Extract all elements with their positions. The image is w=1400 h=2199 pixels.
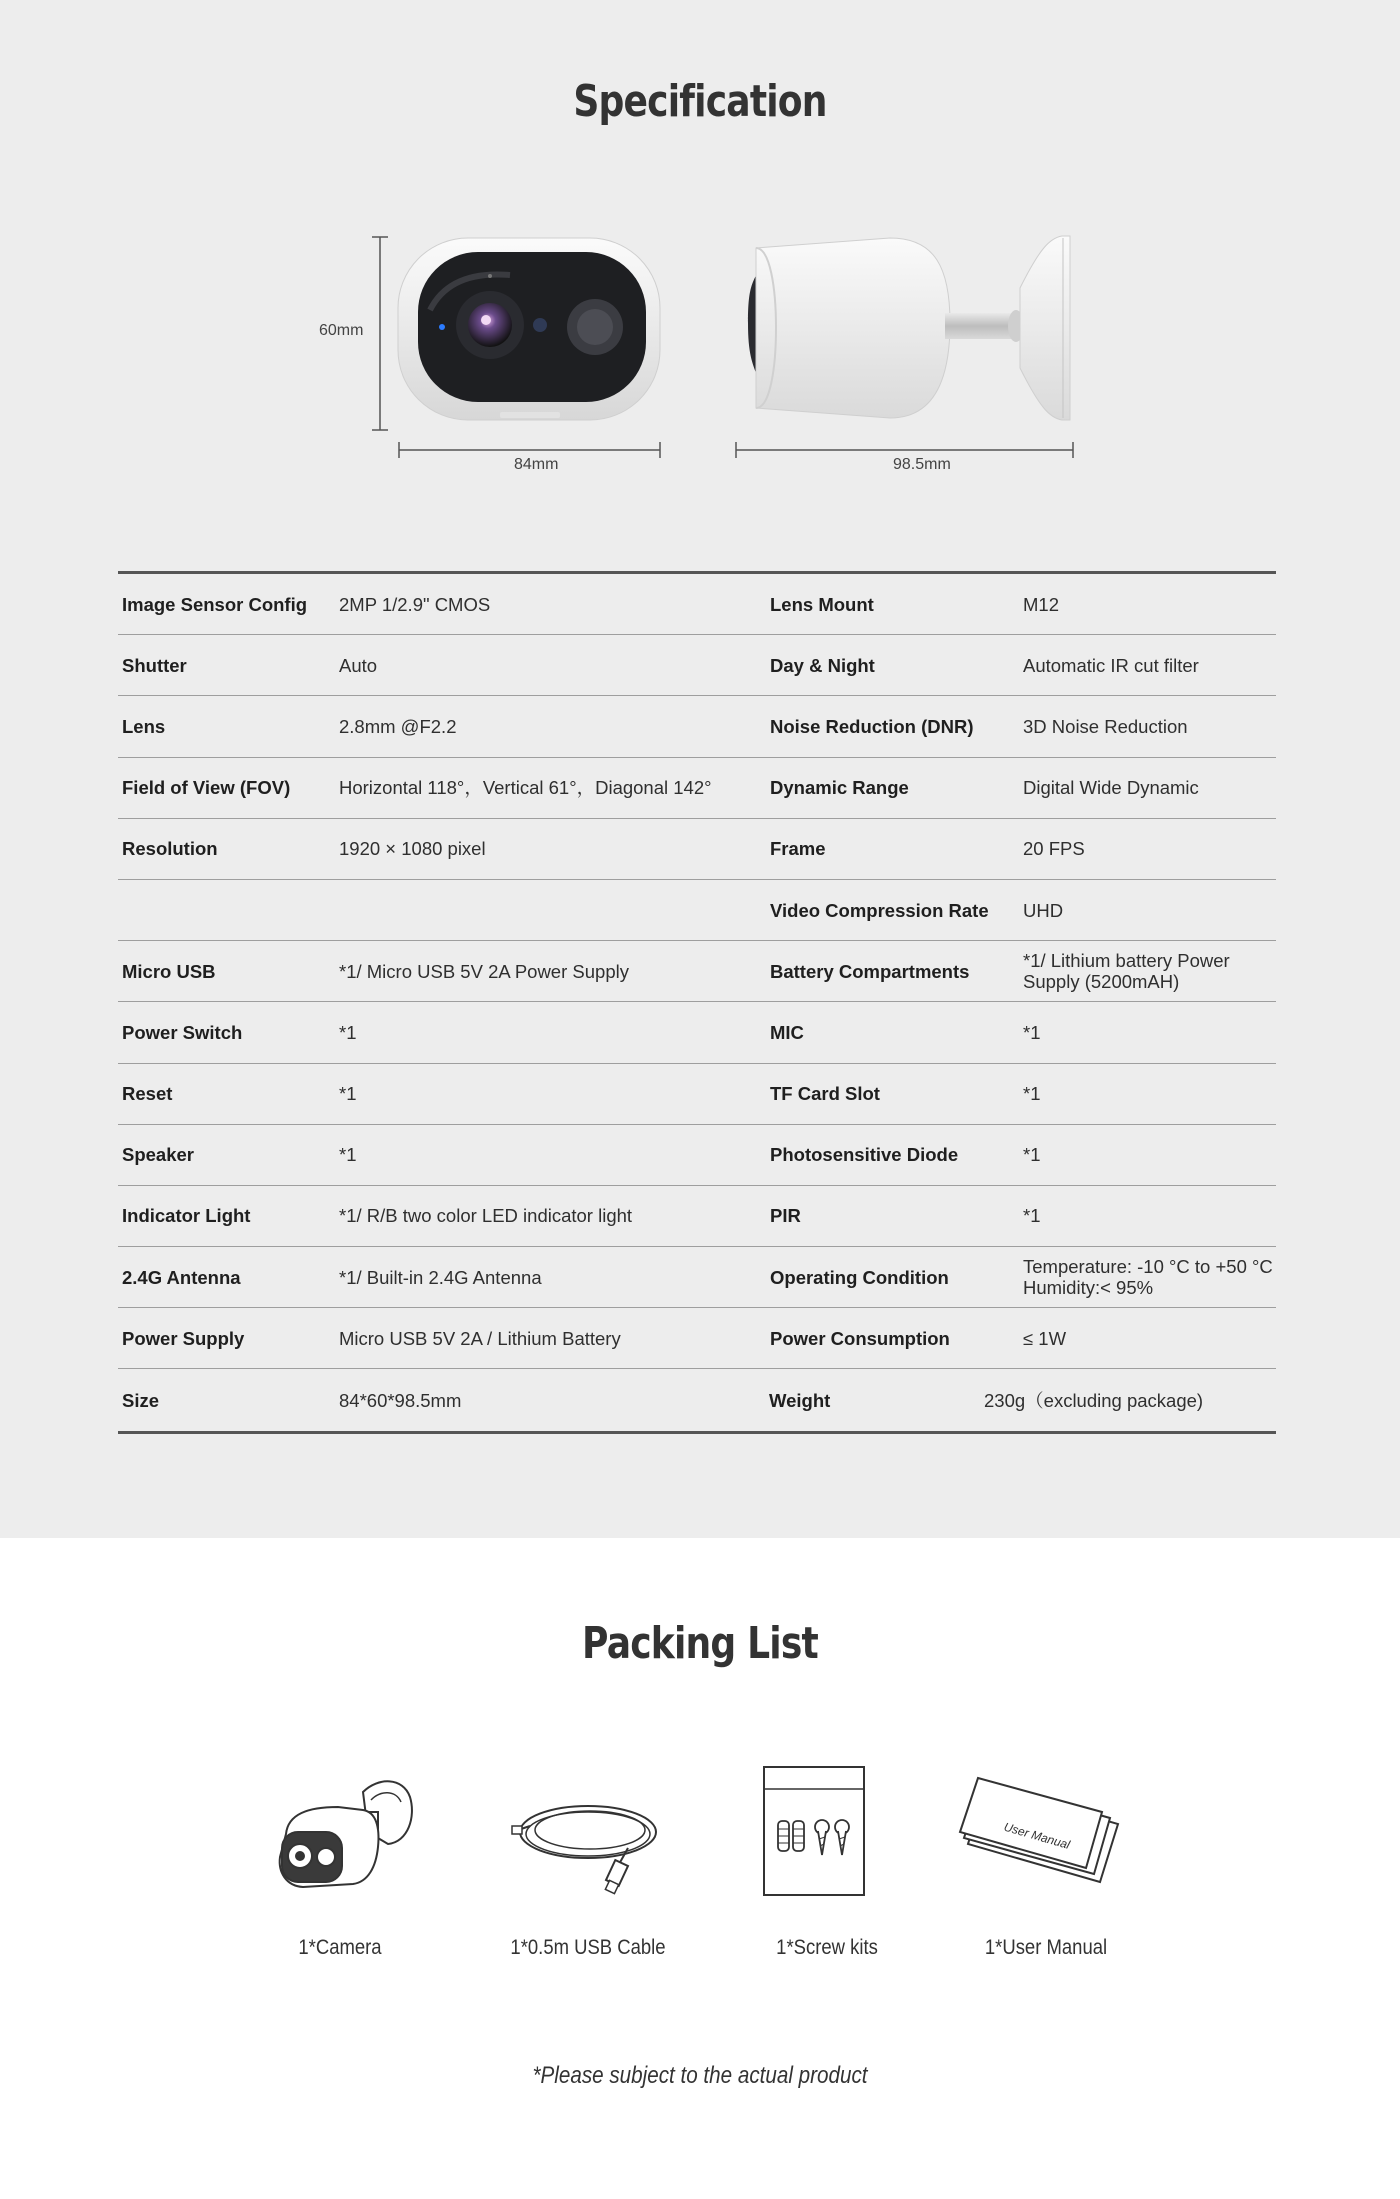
spec-label: Dynamic Range bbox=[770, 777, 909, 799]
spec-label: Lens bbox=[122, 715, 166, 737]
spec-value: *1 bbox=[339, 1021, 357, 1043]
camera-side-view-image bbox=[740, 228, 1080, 428]
table-row bbox=[118, 1125, 1276, 1186]
spec-label: TF Card Slot bbox=[770, 1083, 880, 1105]
spec-value: 2.8mm @F2.2 bbox=[339, 715, 457, 737]
packing-list-title: Packing List bbox=[582, 1618, 818, 1669]
spec-label: Lens Mount bbox=[770, 593, 874, 615]
spec-value: Temperature: -10 °C to +50 °C Humidity:< 95% bbox=[1023, 1256, 1273, 1299]
spec-label: Day & Night bbox=[770, 654, 875, 676]
spec-label bbox=[122, 880, 332, 940]
spec-label: Power Consumption bbox=[770, 1327, 950, 1349]
spec-label: Micro USB bbox=[122, 960, 216, 982]
spec-label: Photosensitive Diode bbox=[770, 1144, 959, 1166]
spec-value: Automatic IR cut filter bbox=[1023, 654, 1199, 676]
spec-value: *1 bbox=[339, 1144, 357, 1166]
spec-value: *1/ R/B two color LED indicator light bbox=[339, 1205, 633, 1227]
spec-label: MIC bbox=[770, 1021, 804, 1043]
spec-label: Frame bbox=[770, 838, 826, 860]
spec-label: Weight bbox=[769, 1389, 831, 1411]
spec-value: 230g（excluding package) bbox=[984, 1389, 1204, 1411]
specification-table bbox=[118, 571, 1276, 1434]
table-row bbox=[118, 574, 1276, 635]
packing-item-camera-label: 1*Camera bbox=[298, 1936, 382, 1959]
table-row bbox=[118, 1186, 1276, 1247]
spec-label: Power Switch bbox=[122, 1021, 243, 1043]
spec-label: Resolution bbox=[122, 838, 218, 860]
spec-value: UHD bbox=[1023, 899, 1064, 921]
camera-icon bbox=[268, 1772, 420, 1900]
disclaimer-note: *Please subject to the actual product bbox=[532, 2062, 868, 2089]
spec-value: 20 FPS bbox=[1023, 838, 1085, 860]
spec-value: M12 bbox=[1023, 593, 1059, 615]
screw-kit-icon bbox=[762, 1765, 866, 1897]
table-row bbox=[118, 696, 1276, 757]
front-width-dimension-label: 84mm bbox=[514, 456, 559, 473]
table-row bbox=[118, 1002, 1276, 1063]
spec-value: Horizontal 118°，Vertical 61°，Diagonal 142° bbox=[339, 777, 712, 799]
spec-label: Power Supply bbox=[122, 1327, 245, 1349]
spec-value: *1/ Built-in 2.4G Antenna bbox=[339, 1266, 542, 1288]
spec-value: Auto bbox=[339, 654, 378, 676]
spec-label: Battery Compartments bbox=[770, 960, 970, 982]
spec-label: Video Compression Rate bbox=[770, 899, 989, 921]
spec-label: Noise Reduction (DNR) bbox=[770, 715, 974, 737]
spec-label: Size bbox=[122, 1389, 160, 1411]
spec-value: *1 bbox=[1023, 1021, 1041, 1043]
spec-value: 2MP 1/2.9" CMOS bbox=[339, 593, 491, 615]
camera-front-view-image bbox=[390, 230, 670, 430]
table-row bbox=[118, 1369, 1276, 1430]
side-depth-dimension-label: 98.5mm bbox=[893, 456, 951, 473]
spec-value: *1/ Micro USB 5V 2A Power Supply bbox=[339, 960, 629, 982]
table-row bbox=[118, 880, 1276, 941]
table-row bbox=[118, 819, 1276, 880]
packing-item-user-manual-label: 1*User Manual bbox=[984, 1936, 1108, 1959]
spec-value: Digital Wide Dynamic bbox=[1023, 777, 1199, 799]
table-row bbox=[118, 758, 1276, 819]
packing-item-usb-cable-label: 1*0.5m USB Cable bbox=[510, 1936, 666, 1959]
spec-value: ≤ 1W bbox=[1023, 1327, 1067, 1349]
spec-label: Image Sensor Config bbox=[122, 593, 308, 615]
spec-label: Speaker bbox=[122, 1144, 194, 1166]
spec-value: *1/ Lithium battery Power Supply (5200mAH) bbox=[1023, 950, 1230, 993]
spec-value: 3D Noise Reduction bbox=[1023, 715, 1188, 737]
spec-value: *1 bbox=[1023, 1083, 1041, 1105]
spec-label: Shutter bbox=[122, 654, 187, 676]
spec-label: Reset bbox=[122, 1083, 173, 1105]
spec-value: *1 bbox=[339, 1083, 357, 1105]
table-row bbox=[118, 1064, 1276, 1125]
usb-cable-icon bbox=[510, 1790, 660, 1900]
spec-label: PIR bbox=[770, 1205, 801, 1227]
spec-label: Operating Condition bbox=[770, 1266, 949, 1288]
table-row bbox=[118, 941, 1276, 1002]
table-row bbox=[118, 635, 1276, 696]
spec-value bbox=[339, 880, 749, 940]
user-manual-icon bbox=[960, 1778, 1125, 1888]
user-manual-cover-text: User Manual bbox=[1002, 1819, 1072, 1852]
spec-value: 84*60*98.5mm bbox=[339, 1389, 462, 1411]
packing-item-screw-kits-label: 1*Screw kits bbox=[776, 1936, 878, 1959]
spec-label: Field of View (FOV) bbox=[122, 777, 291, 799]
spec-label: Indicator Light bbox=[122, 1205, 251, 1227]
table-row bbox=[118, 1308, 1276, 1369]
height-dimension-line bbox=[370, 235, 390, 435]
height-dimension-label: 60mm bbox=[319, 322, 364, 339]
spec-value: *1 bbox=[1023, 1144, 1041, 1166]
specification-title: Specification bbox=[573, 76, 827, 127]
spec-value: *1 bbox=[1023, 1205, 1041, 1227]
spec-label: 2.4G Antenna bbox=[122, 1266, 241, 1288]
spec-value: 1920 × 1080 pixel bbox=[339, 838, 486, 860]
table-row bbox=[118, 1247, 1276, 1308]
spec-value: Micro USB 5V 2A / Lithium Battery bbox=[339, 1327, 621, 1349]
